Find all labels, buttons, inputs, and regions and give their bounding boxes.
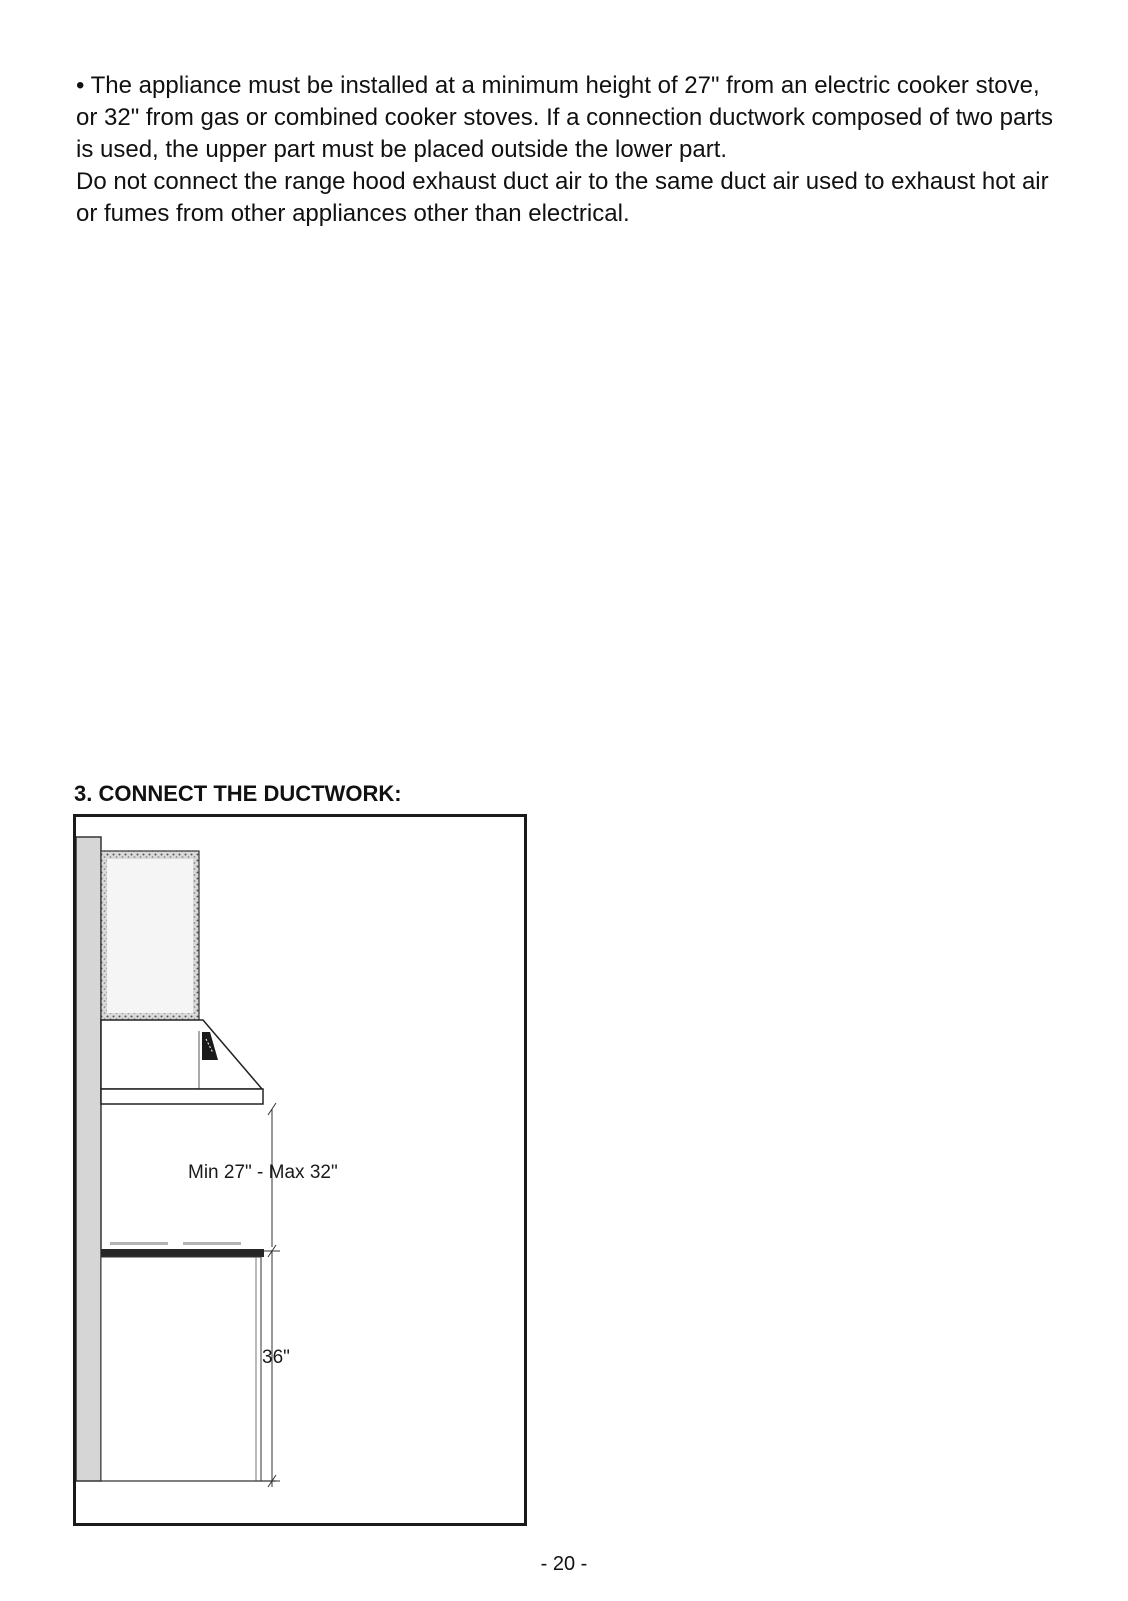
duct-warning-paragraph: Do not connect the range hood exhaust duct air to the same duct air used to exhaust hot air or fumes from other appliances other than electrical.: [76, 168, 1049, 227]
installation-height-paragraph: • The appliance must be installed at a minimum height of 27" from an electric cooker stove, or 32" from gas or combined cooker stoves. If a connection ductwork composed of two parts is used, the upper part must be placed outside the lower part.: [76, 72, 1053, 163]
upper-cabinet: [101, 851, 199, 1023]
range-hood: [101, 1020, 263, 1104]
page-number: - 20 -: [540, 1553, 588, 1575]
height-dimension-line: [264, 1103, 280, 1282]
wall: [76, 837, 101, 1481]
section-heading: 3. CONNECT THE DUCTWORK:: [74, 781, 402, 806]
counter-height-dimension-line: [264, 1257, 280, 1487]
height-range-label: Min 27" - Max 32": [188, 1162, 338, 1183]
installation-diagram-drawing: [76, 817, 524, 1523]
cooktop: [101, 1242, 264, 1257]
counter-height-label: 36": [262, 1347, 290, 1368]
instructions-text: [76, 70, 1066, 230]
installation-diagram: [73, 814, 527, 1526]
base-cabinet: [101, 1257, 276, 1481]
